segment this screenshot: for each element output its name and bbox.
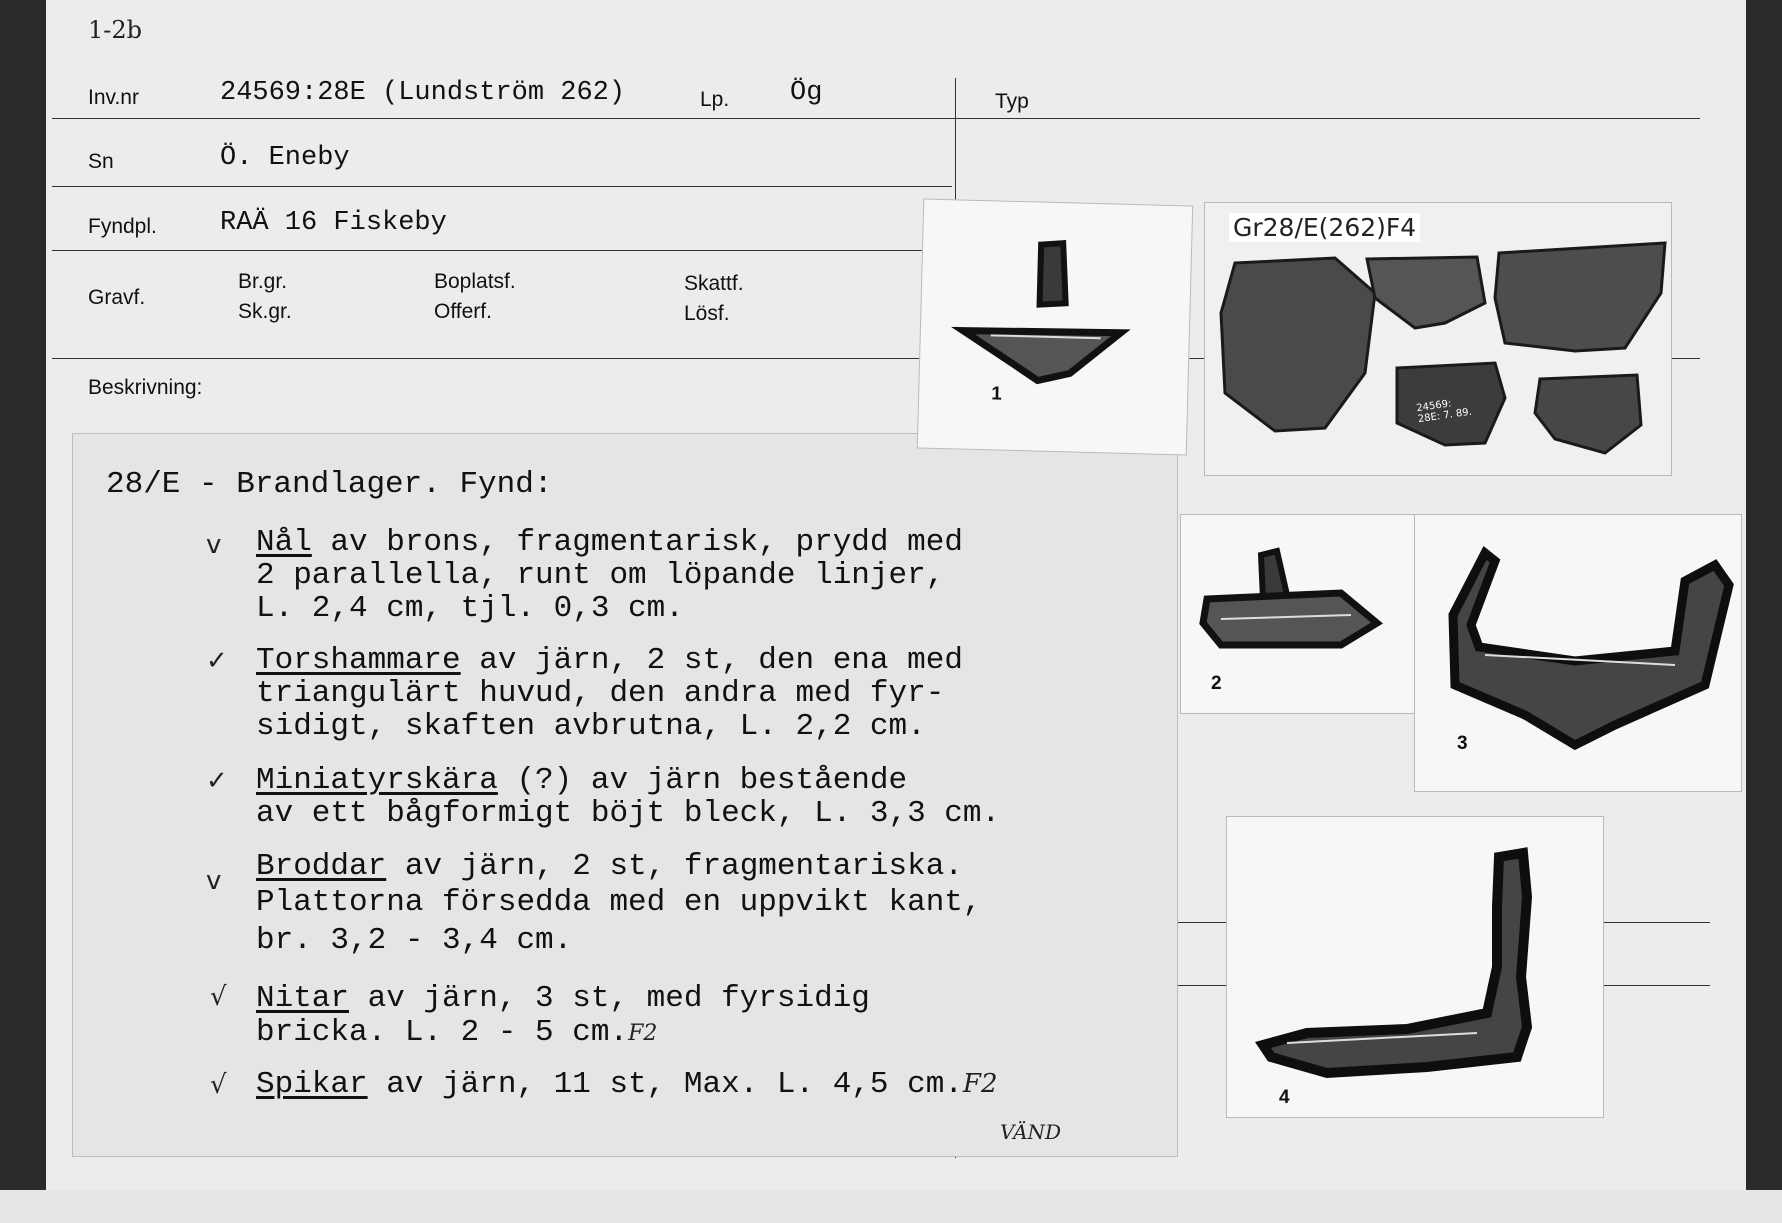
find-item-broddar (256, 850, 963, 883)
item-line: av järn, 3 st, med fyrsidig (349, 981, 870, 1016)
description-header: 28/E - Brandlager. Fynd: (106, 467, 553, 502)
sn-label: Sn (88, 150, 114, 173)
sherd-photo (1204, 202, 1672, 476)
skattf-label: Skattf. (684, 272, 744, 295)
item-line: triangulärt huvud, den andra med fyr- (256, 676, 945, 711)
find-item-miniatyrskara (256, 764, 907, 797)
photo-number: 2 (1211, 673, 1222, 694)
find-item-nal (256, 526, 963, 559)
gravf-label: Gravf. (88, 286, 146, 309)
fyndpl-value: RAÄ 16 Fiskeby (220, 208, 447, 238)
photo-3 (1414, 514, 1742, 792)
item-line: av ett bågformigt böjt bleck, L. 3,3 cm. (256, 796, 1001, 831)
inv-value: 24569:28E (Lundström 262) (220, 78, 626, 108)
item-line: Plattorna försedda med en uppvikt kant, (256, 885, 982, 920)
find-item-nitar (256, 982, 870, 1015)
find-item-torshammare (256, 644, 963, 677)
item-line: av järn, 2 st, den ena med (460, 643, 963, 678)
item-title: Broddar (256, 849, 387, 884)
item-line: av järn, 11 st, Max. L. 4,5 cm. (367, 1067, 963, 1102)
photo-number: 4 (1279, 1087, 1290, 1108)
item-annotation: F2 (962, 1069, 998, 1099)
vand-note: VÄND (1000, 1120, 1062, 1144)
brodd-photo (1227, 817, 1603, 1117)
item-title: Torshammare (256, 643, 461, 678)
corner-note: 1-2b (88, 16, 143, 44)
inv-label: Inv.nr (88, 86, 139, 109)
card-underside-strip (0, 1190, 1782, 1223)
item-title: Miniatyrskära (256, 763, 498, 798)
skgr-label: Sk.gr. (238, 300, 292, 323)
item-line: bricka. L. 2 - 5 cm. (256, 1015, 629, 1050)
losf-label: Lösf. (684, 302, 730, 325)
item-line: av brons, fragmentarisk, prydd med (311, 525, 963, 560)
item-line: av järn, 2 st, fragmentariska. (386, 849, 963, 884)
photo-1 (917, 199, 1193, 456)
photo-number: 3 (1457, 733, 1468, 754)
item-line: L. 2,4 cm, tjl. 0,3 cm. (256, 591, 684, 626)
sherd-ink-number: 24569: 28E: 7. 89. (1415, 398, 1473, 426)
check-mark: √ (210, 1070, 227, 1100)
sn-value: Ö. Eneby (220, 143, 350, 173)
beskrivning-label: Beskrivning: (88, 376, 203, 399)
torshammare-photo (918, 200, 1192, 455)
rule-line (52, 186, 952, 187)
fyndpl-label: Fyndpl. (88, 215, 157, 238)
item-line: (?) av järn bestående (497, 763, 908, 798)
check-mark: ✓ (206, 766, 228, 796)
lp-value: Ög (790, 78, 823, 108)
item-line-with-note (256, 1016, 657, 1050)
find-item-spikar (256, 1068, 998, 1101)
rule-line (52, 118, 1700, 119)
photo-2 (1180, 514, 1416, 714)
item-line: 2 parallella, runt om löpande linjer, (256, 558, 945, 593)
sherd-label: Gr28/E(262)F4 (1229, 213, 1420, 242)
offerf-label: Offerf. (434, 300, 492, 323)
lp-label: Lp. (700, 88, 730, 111)
item-line: sidigt, skaften avbrutna, L. 2,2 cm. (256, 709, 926, 744)
photo-4 (1226, 816, 1604, 1118)
typ-label: Typ (995, 90, 1029, 113)
item-annotation: F2 (628, 1021, 658, 1046)
check-mark: v (206, 866, 222, 896)
rule-line (52, 250, 952, 251)
brgr-label: Br.gr. (238, 270, 288, 293)
item-title: Spikar (256, 1067, 368, 1102)
item-title: Nitar (256, 981, 350, 1016)
boplatsf-label: Boplatsf. (434, 270, 516, 293)
item-line: br. 3,2 - 3,4 cm. (256, 923, 573, 958)
check-mark: ✓ (206, 646, 228, 676)
check-mark: √ (210, 982, 227, 1012)
photo-number: 1 (990, 383, 1003, 405)
item-title: Nål (256, 525, 312, 560)
sherds-svg (1205, 203, 1671, 475)
check-mark: v (206, 530, 222, 560)
